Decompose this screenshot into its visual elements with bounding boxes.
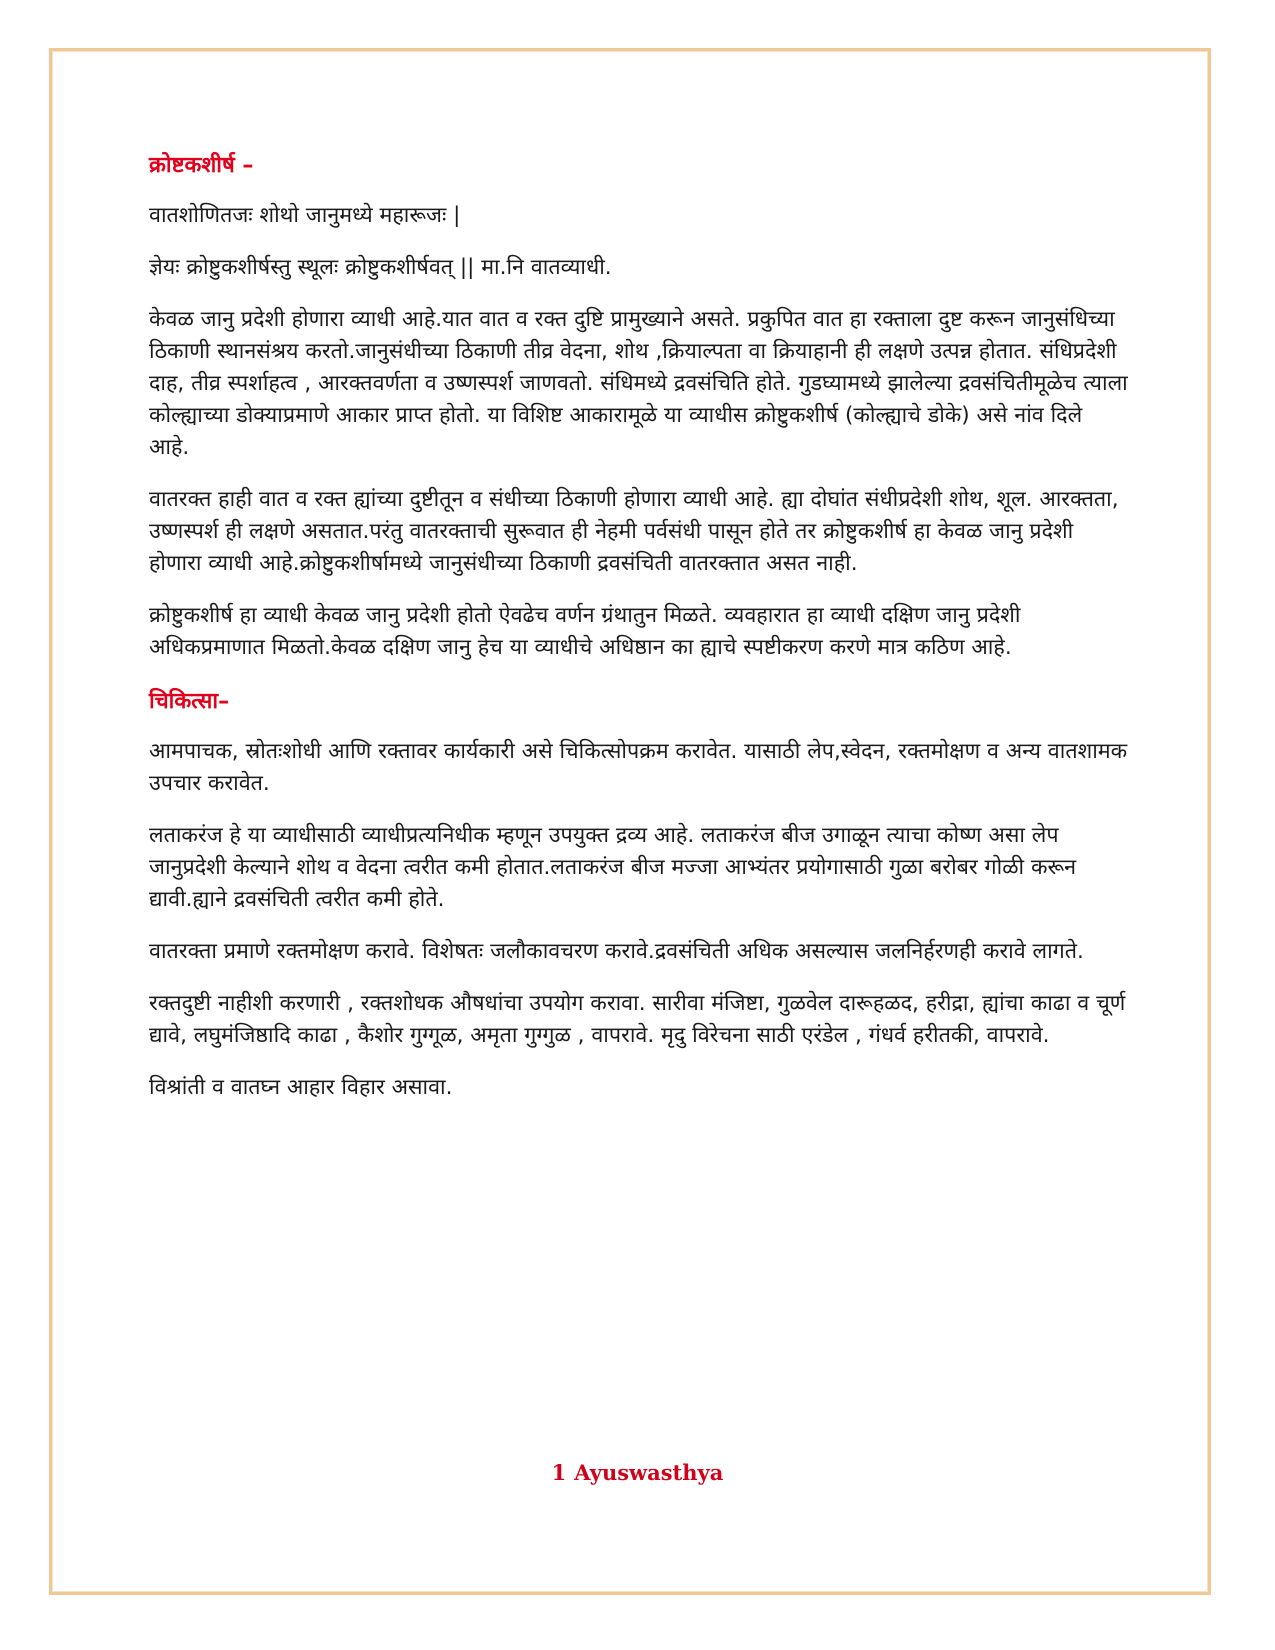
paragraph: वातरक्ता प्रमाणे रक्तमोक्षण करावे. विशेषतः जलौकावचरण करावे.द्रवसंचिती अधिक असल्यास जलनिर्हरणही करावे लागते. — [149, 939, 1084, 964]
paragraph: रक्तदुष्टी नाहीशी करणारी , रक्तशोधक औषधांचा उपयोग करावा. सारीवा मंजिष्टा, गुळवेल दारूहळद, हरीद्रा, ह्यांचा काढा व चूर्ण द्यावे, लघुमंजिष्ठादि काढा , कैशोर गुग्गूळ, अमृता गुग्गुळ , वापरावे. मृदु विरेचना साठी एरंडेल , गंधर्व हरीतकी, वापरावे. — [149, 991, 1126, 1048]
document-body — [149, 150, 1129, 1124]
paragraph: वातरक्त हाही वात व रक्त ह्यांच्या दुष्टीतून व संधीच्या ठिकाणी होणारा व्याधी आहे. ह्या दोघांत संधीप्रदेशी शोथ, शूल. आरक्तता, उष्णस्पर्श ही लक्षणे असतात.परंतु वातरक्ताची सुरूवात ही नेहमी पर्वसंधी पासून होते तर क्रोष्टुकशीर्ष हा केवळ जानु प्रदेशी होणारा व्याधी आहे.क्रोष्टुकशीर्षामध्ये जानुसंधीच्या ठिकाणी द्रवसंचिती वातरक्तात असत नाही. — [149, 487, 1119, 576]
paragraph: आमपाचक, स्रोतःशोधी आणि रक्तावर कार्यकारी असे चिकित्सोपक्रम करावेत. यासाठी लेप,स्वेदन, रक्तमोक्षण व अन्य वातशामक उपचार करावेत. — [149, 739, 1128, 796]
section-heading-chikitsa: चिकित्सा– — [149, 689, 230, 714]
paragraph: लताकरंज हे या व्याधीसाठी व्याधीप्रत्यनिधीक म्हणून उपयुक्त द्रव्य आहे. लताकरंज बीज उगाळून त्याचा कोष्ण असा लेप जानुप्रदेशी केल्याने शोथ व वेदना त्वरीत कमी होतात.लताकरंज बीज मज्जा आभ्यंतर प्रयोगासाठी गुळा बरोबर गोळी करून द्यावी.ह्याने द्रवसंचिती त्वरीत कमी होते. — [149, 823, 1077, 912]
verse-line-1: वातशोणितजः शोथो जानुमध्ये महारूजः | — [149, 203, 461, 228]
section-heading-kroshtukashirsha: क्रोष्टकशीर्ष – — [149, 153, 254, 178]
verse-line-2: ज्ञेयः क्रोष्टुकशीर्षस्तु स्थूलः क्रोष्टुकशीर्षवत् || मा.नि वातव्याधी. — [149, 255, 612, 280]
footer-brand: Ayuswasthya — [574, 1460, 724, 1485]
paragraph: विश्रांती व वातघ्न आहार विहार असावा. — [149, 1075, 453, 1100]
page-number: 1 — [551, 1460, 567, 1485]
paragraph: केवळ जानु प्रदेशी होणारा व्याधी आहे.यात वात व रक्त दुष्टि प्रामुख्याने असते. प्रकुपित वात हा रक्ताला दुष्ट करून जानुसंधिच्या ठिकाणी स्थानसंश्रय करतो.जानुसंधीच्या ठिकाणी तीव्र वेदना, शोथ ,क्रियाल्पता वा क्रियाहानी ही लक्षणे उत्पन्न होतात. संधिप्रदेशी दाह, तीव्र स्पर्शाहत्व , आरक्तवर्णता व उष्णस्पर्श जाणवतो. संधिमध्ये द्रवसंचिति होते. गुडघ्यामध्ये झालेल्या द्रवसंचितीमूळेच त्याला कोल्ह्याच्या डोक्याप्रमाणे आकार प्राप्त होतो. या विशिष्ट आकारामूळे या व्याधीस क्रोष्टुकशीर्ष (कोल्ह्याचे डोके) असे नांव दिले आहे. — [149, 307, 1128, 460]
paragraph: क्रोष्टुकशीर्ष हा व्याधी केवळ जानु प्रदेशी होतो ऐवढेच वर्णन ग्रंथातुन मिळते. व्यवहारात हा व्याधी दक्षिण जानु प्रदेशी अधिकप्रमाणात मिळतो.केवळ दक्षिण जानु हेच या व्याधीचे अधिष्ठान का ह्याचे स्पष्टीकरण करणे मात्र कठिण आहे. — [149, 603, 1021, 660]
page-footer — [0, 1460, 1275, 1485]
